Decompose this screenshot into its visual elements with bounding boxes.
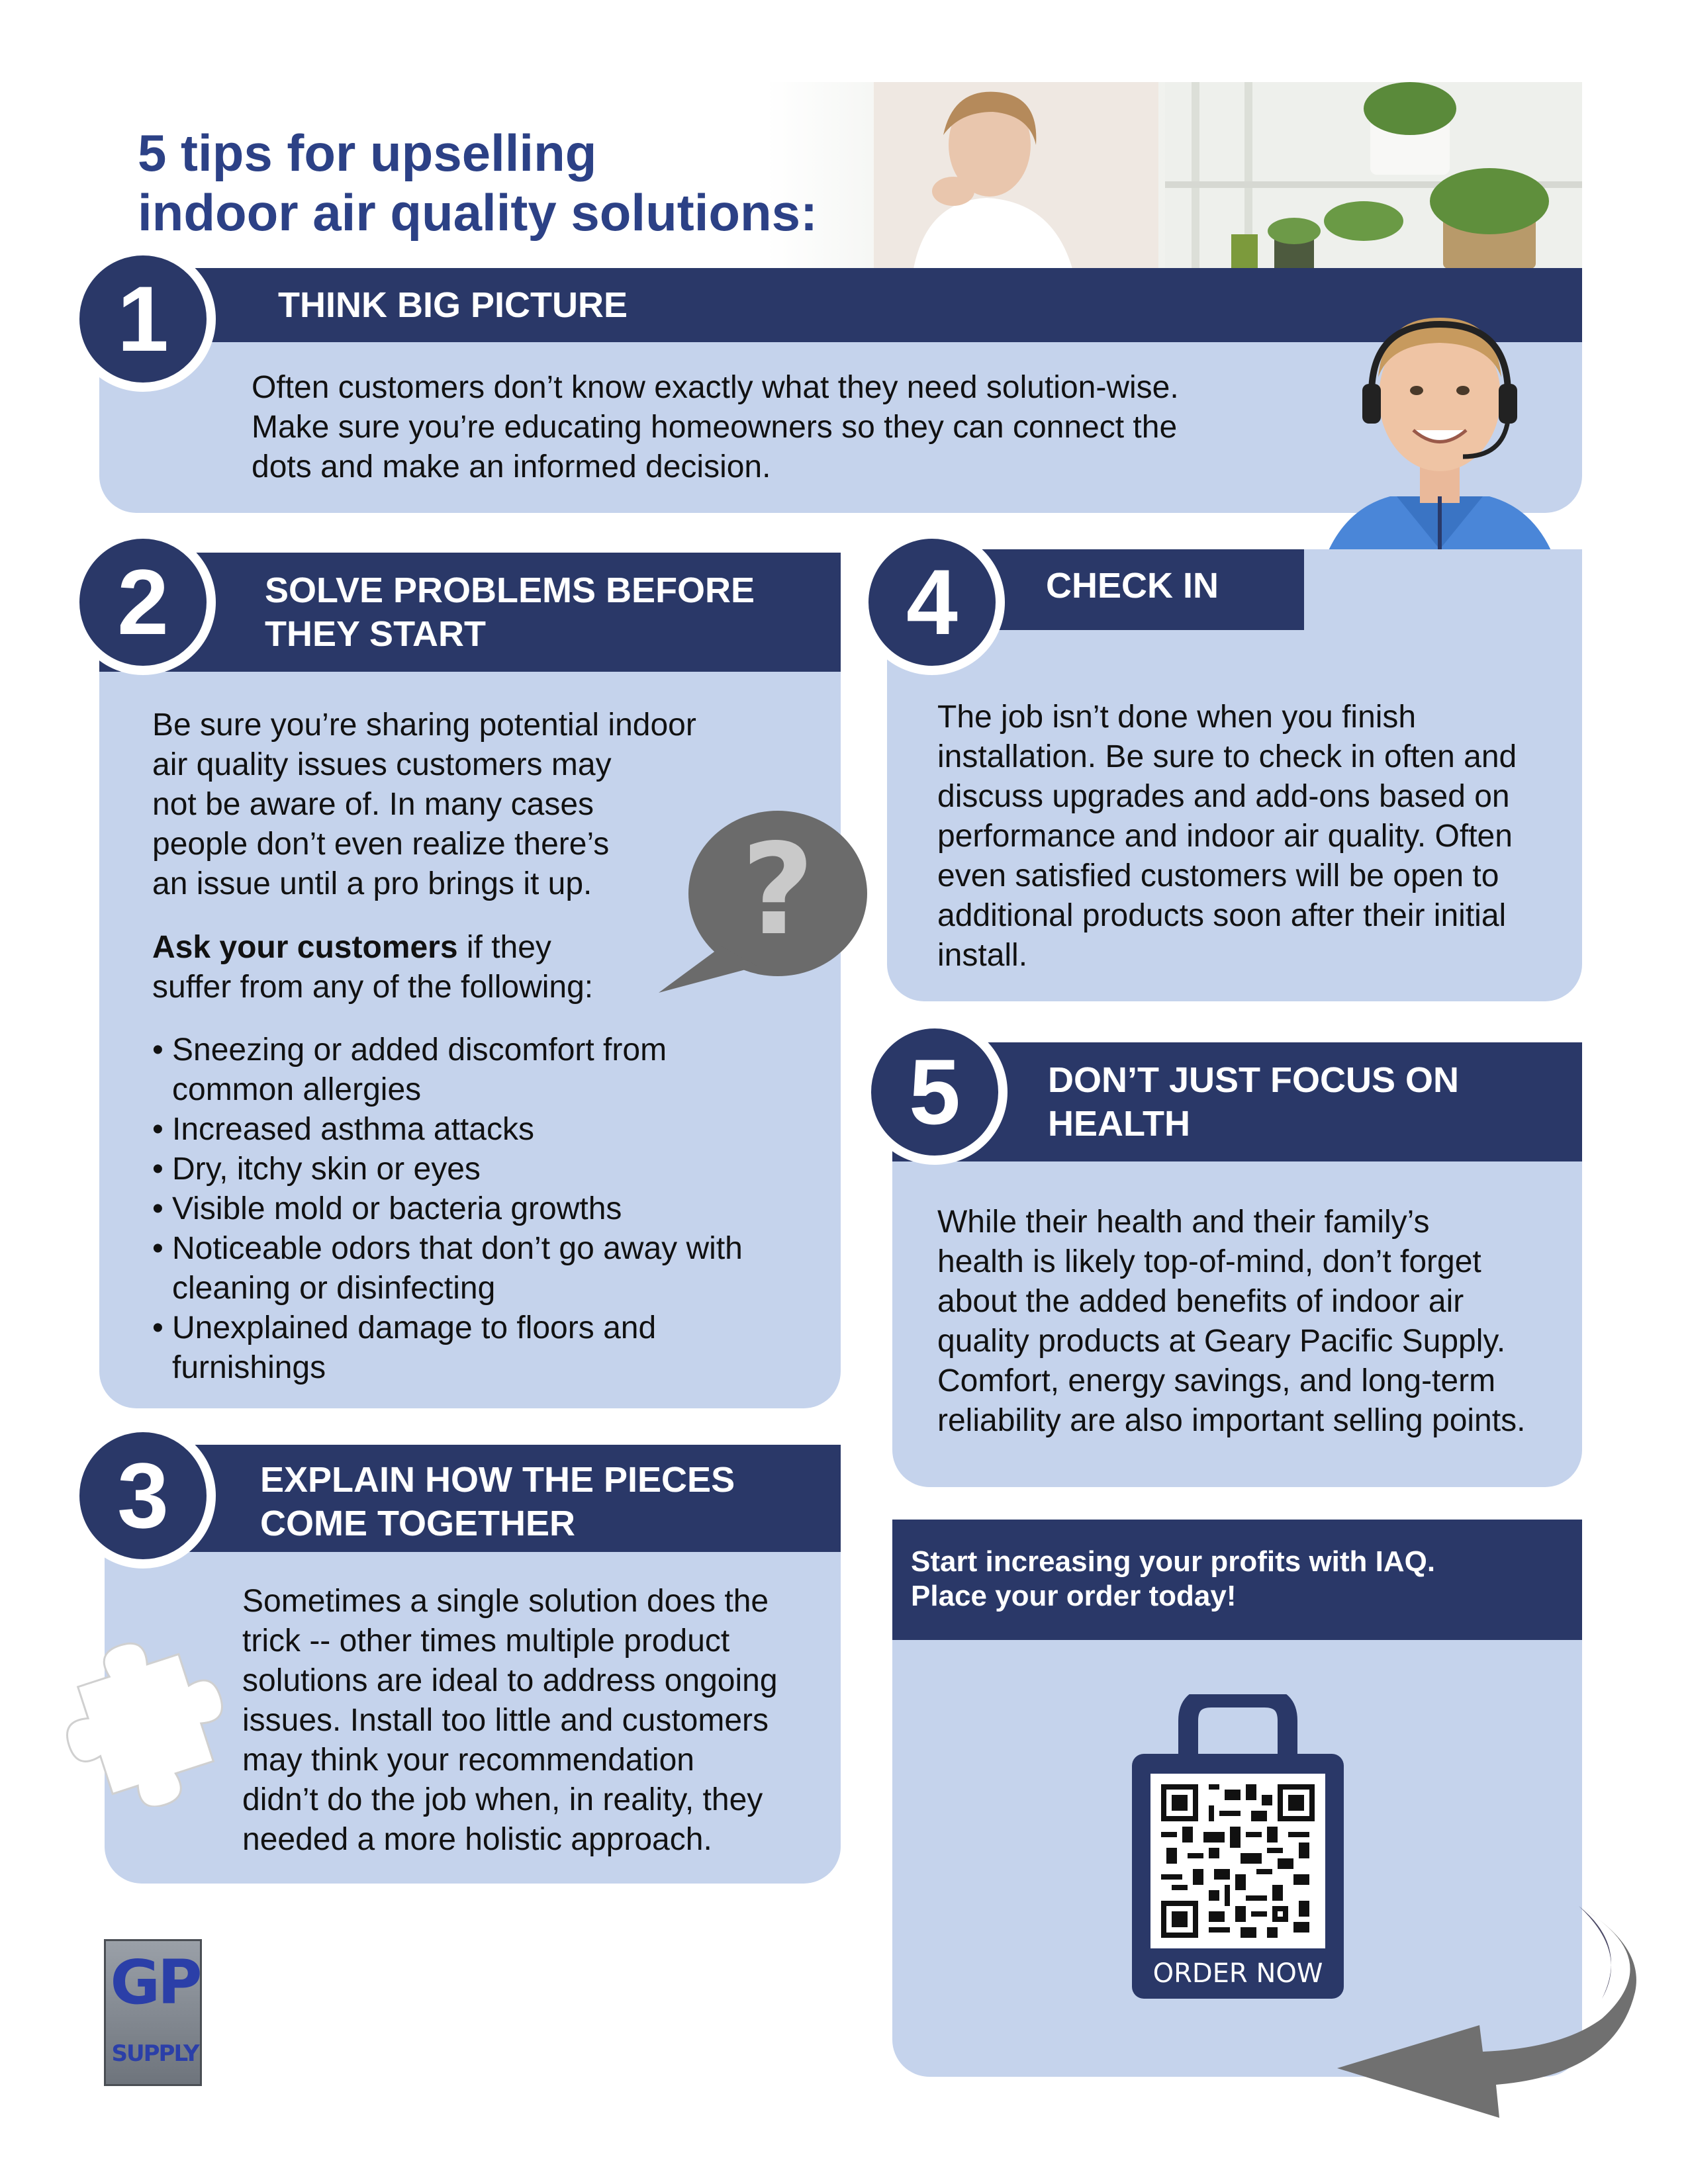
tip-3-number: 3 <box>117 1443 169 1547</box>
shelf-plants-photo <box>1165 82 1582 269</box>
logo-gp: GP <box>110 1947 200 2018</box>
cta-header-bar <box>892 1520 1582 1640</box>
tip-2-number-badge <box>70 529 216 675</box>
tip-5-body: While their health and their family’s health is likely top-of-mind, don’t forget about the added benefits of indoor air quality products at Geary Pacific Supply. Comfort, energy savings, and long-term reliability are also important selling points. <box>937 1205 1526 1438</box>
question-mark: ? <box>741 817 815 963</box>
tip-5-number-badge <box>862 1019 1008 1165</box>
question-bubble-icon <box>659 801 870 993</box>
page-title: 5 tips for upselling indoor air quality solutions: <box>138 124 818 242</box>
tip-2-ask <box>152 928 593 1007</box>
list-item: • Unexplained damage to floors and furnishings <box>152 1308 748 1388</box>
tip-3-number-badge <box>70 1423 216 1569</box>
list-item: • Sneezing or added discomfort from common allergies <box>152 1030 748 1110</box>
tip-4-number: 4 <box>906 550 958 654</box>
qr-code-icon[interactable] <box>1161 1784 1315 1938</box>
order-now-label[interactable]: ORDER NOW <box>1152 1958 1323 1989</box>
tip-4-number-badge <box>859 529 1005 675</box>
header-banner <box>99 82 1582 269</box>
tip-5-number: 5 <box>909 1040 961 1144</box>
tip-1-title: THINK BIG PICTURE <box>278 285 628 325</box>
tip-3-title: EXPLAIN HOW THE PIECES COME TOGETHER <box>260 1460 735 1543</box>
tip-2-symptom-list <box>152 1030 748 1388</box>
gp-supply-logo <box>104 1939 202 2086</box>
tip-2-body: Be sure you’re sharing potential indoor air quality issues customers may not be aware of. In many cases people don’t even realize there’s an issue until a pro brings it up. <box>152 707 696 901</box>
tip-2-title: SOLVE PROBLEMS BEFORE THEY START <box>265 570 755 654</box>
tip-4-body: The job isn’t done when you finish installation. Be sure to check in often and discuss upgrades and add-ons based on performance and indoor air quality. Often even satisfied customers will be open to additional products soon after their initial install. <box>937 700 1517 973</box>
puzzle-piece-icon <box>46 1641 225 1807</box>
woman-photo <box>874 82 1158 269</box>
tip-3-body: Sometimes a single solution does the trick -- other times multiple product solutions are ideal to address ongoing issues. Install too little and customers may think your recommendation didn’t do the job when, in reality, they needed a more holistic approach. <box>242 1584 778 1857</box>
list-item: • Dry, itchy skin or eyes <box>152 1150 748 1189</box>
tip-1-body: Often customers don’t know exactly what they need solution-wise. Make sure you’re educating homeowners so they can connect the dots and make an informed decision. <box>252 370 1179 484</box>
cta-headline: Start increasing your profits with IAQ. Place your order today! <box>911 1545 1436 1612</box>
tip-2-ask-bold: Ask your customers <box>152 930 458 965</box>
order-now-bag[interactable] <box>1132 1694 1344 1999</box>
list-item: • Increased asthma attacks <box>152 1110 748 1150</box>
tip-1-number-badge <box>70 246 216 392</box>
logo-supply: SUPPLY <box>111 2040 199 2067</box>
tip-2-ask-rest: if they suffer from any of the following: <box>152 930 594 1005</box>
list-item: • Noticeable odors that don’t go away with cleaning or disinfecting <box>152 1229 748 1308</box>
tip-5-title: DON’T JUST FOCUS ON HEALTH <box>1048 1060 1460 1144</box>
curved-arrow-icon <box>1337 1906 1655 2118</box>
list-item: • Visible mold or bacteria growths <box>152 1189 748 1229</box>
tip-4-title: CHECK IN <box>1046 566 1219 606</box>
tip-1-number: 1 <box>117 267 169 371</box>
tip-2-number: 2 <box>117 550 169 654</box>
